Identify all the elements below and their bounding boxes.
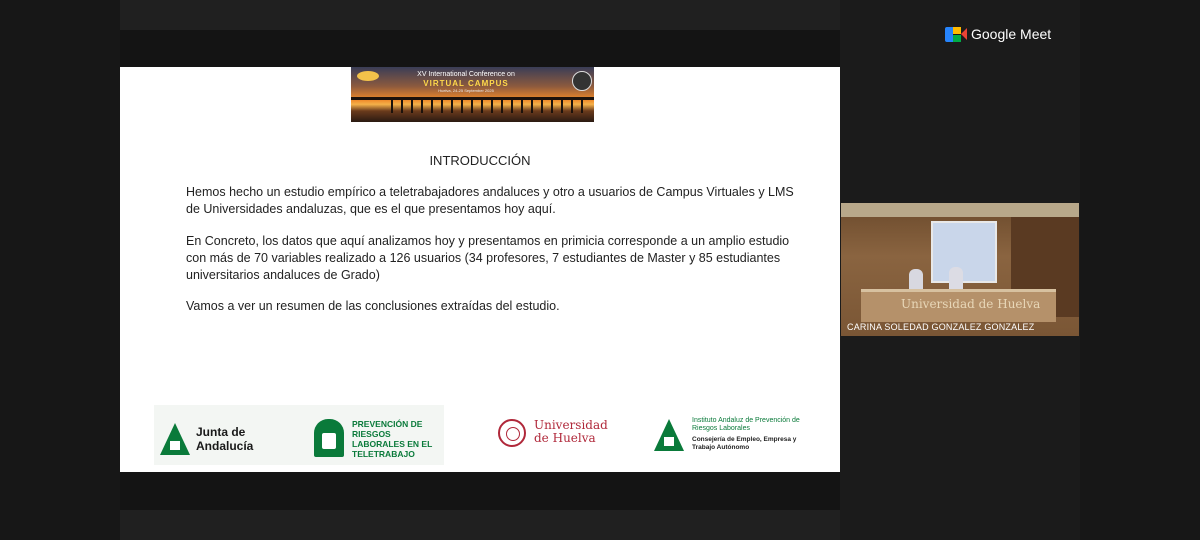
presenter-figure-2: [949, 267, 963, 291]
university-seal-icon: [572, 71, 592, 91]
google-meet-label: Google Meet: [971, 26, 1052, 42]
google-meet-icon: [945, 27, 965, 42]
instituto-logo: [650, 405, 810, 465]
projector-screen: [931, 221, 997, 283]
consejeria-logo-text: Consejería de Empleo, Empresa y Trabajo Autónomo: [692, 436, 797, 451]
presenter-figure-1: [909, 269, 923, 291]
banner-line-3: Huelva, 24-25 September 2025: [438, 88, 494, 93]
junta-a-icon: [160, 423, 190, 455]
presentation-slide: [120, 67, 840, 472]
junta-prevencion-logos: [154, 405, 444, 465]
uhu-seal-icon: [498, 419, 526, 447]
universidad-huelva-logo: [494, 405, 614, 465]
conference-logo-icon: [357, 71, 379, 81]
junta-logo-text: Junta de Andalucía: [196, 425, 254, 453]
desk-sign: Universidad de Huelva: [901, 297, 1041, 311]
room-ceiling: [841, 203, 1079, 217]
bridge-pillars: [391, 99, 591, 113]
slide-paragraph-1: Hemos hecho un estudio empírico a teletrabajadores andaluces y otro a usuarios de Campus Virtuales y LMS de Universidades andaluzas, que es el que presentamos hoy aquí.: [186, 185, 794, 216]
banner-line-1: XV International Conference on: [417, 71, 515, 78]
left-margin: [0, 0, 120, 540]
prevencion-house-icon: [314, 419, 344, 457]
stage-top-band: [120, 0, 840, 30]
participant-video-tile[interactable]: [841, 203, 1079, 336]
logo-strip: [154, 405, 804, 465]
instituto-logo-text: Instituto Andaluz de Prevención de Riesgos Laborales: [692, 417, 800, 432]
right-margin: [1080, 0, 1200, 540]
slide-title: INTRODUCCIÓN: [429, 153, 531, 168]
instituto-a-icon: [654, 419, 684, 451]
slide-paragraph-3: Vamos a ver un resumen de las conclusiones extraídas del estudio.: [186, 299, 560, 313]
uhu-logo-text: Universidad de Huelva: [534, 418, 608, 445]
conference-banner: [351, 67, 594, 122]
stage-bottom-band: [120, 510, 840, 540]
banner-line-2: VIRTUAL CAMPUS: [423, 79, 509, 88]
slide-paragraph-2: En Concreto, los datos que aquí analizamos hoy y presentamos en primicia corresponde a un amplio estudio con más de 70 variables realizado a 126 usuarios (34 profesores, 7 estudiantes de Master y 85 estudiantes universitarios andaluces de Grado): [186, 234, 790, 282]
prevencion-logo-text: PREVENCIÓN DE RIESGOS LABORALES EN EL TELETRABAJO: [352, 419, 433, 459]
participant-name: CARINA SOLEDAD GONZALEZ GONZALEZ: [847, 322, 1035, 332]
